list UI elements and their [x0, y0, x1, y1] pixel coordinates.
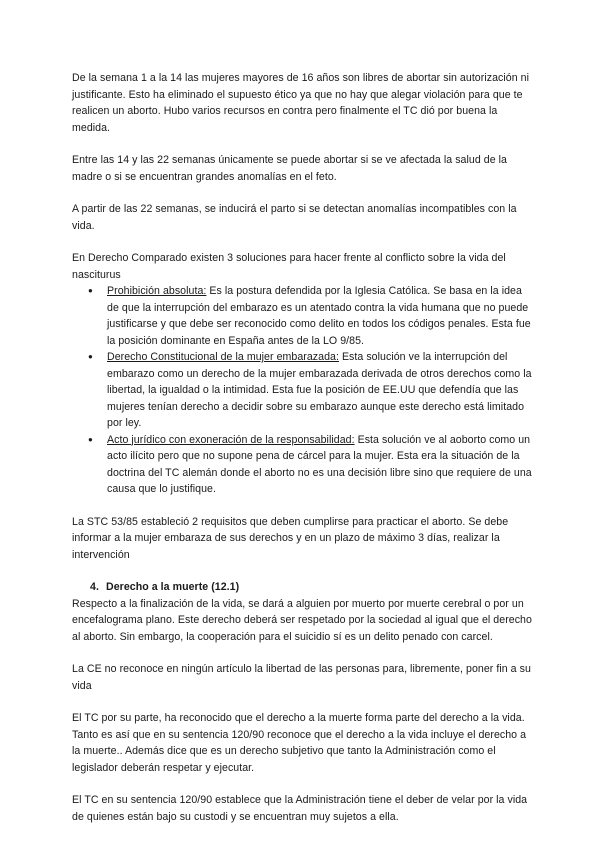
bullet-text: Esta solución ve al aoborto como un acto ilícito pero que no supone pena de cárcel para la mujer. Esta era la situación de la doctrina del TC alemán donde el aborto no es una decisión libre sino que requiere de una causa que lo justifique. [107, 433, 532, 495]
paragraph: Respecto a la finalización de la vida, se dará a alguien por muerto por muerte cerebral o por un encefalograma plano. Este derecho deberá ser respetado por la sociedad al igual que el derecho al aborto. Sin embargo, la cooperación para el suicidio sí es un delito penado con carcel. [72, 597, 532, 643]
bullet-text: Es la postura defendida por la Iglesia Católica. Se basa en la idea de que la interrupción del embarazo es un atentado contra la vida humana que no puede justificarse y que debe ser reconocido como delito en todos los códigos penales. Esta fue la posición dominante en España antes de la LO 9/85. [107, 285, 531, 347]
paragraph: El TC por su parte, ha reconocido que el derecho a la muerte forma parte del derecho a la vida. Tanto es así que en su sentencia 120/90 reconoce que el derecho a la vida incluye el derecho a la muerte.. Además dice que es un derecho subjetivo que tanto la Administración como el legislador deberán respetar y ejecutar. [72, 712, 527, 774]
list-item [72, 283, 532, 349]
list-item [72, 432, 532, 498]
bullet-title: Derecho Constitucional de la mujer embarazada: [107, 351, 339, 363]
paragraph: Entre las 14 y las 22 semanas únicamente se puede abortar si se ve afectada la salud de la madre o si se encuentran grandes anomalías en el feto. [72, 154, 507, 183]
stc-paragraph: La STC 53/85 estableció 2 requisitos que deben cumplirse para practicar el aborto. Se debe informar a la mujer embaraza de sus derechos y en un plazo de máximo 3 días, realizar la intervención [72, 515, 509, 561]
section-heading [72, 579, 532, 596]
bullet-title: Prohibición absoluta: [107, 285, 207, 297]
paragraph: El TC en su sentencia 120/90 establece que la Administración tiene el deber de velar por la vida de quienes están bajo su custodi y se encuentran muy sujetos a ella. [72, 794, 528, 823]
comparado-intro: En Derecho Comparado existen 3 soluciones para hacer frente al conflicto sobre la vida del nasciturus [72, 252, 506, 281]
document-page [72, 70, 532, 841]
paragraph: La CE no reconoce en ningún artículo la libertad de las personas para, libremente, poner fin a su vida [72, 663, 531, 692]
section-number: 4. [90, 581, 99, 593]
section-title: Derecho a la muerte (12.1) [106, 581, 240, 593]
bullet-text: Esta solución ve la interrupción del embarazo como un derecho de la mujer embarazada derivada de otros derechos como la libertad, la igualdad o la intimidad. Esta fue la posición de EE.UU que defendía que las mujeres tenían derecho a decidir sobre su embarazo aunque este derecho está limitado por ley. [107, 351, 532, 429]
bullet-title: Acto jurídico con exoneración de la responsabilidad: [107, 433, 355, 446]
paragraph: De la semana 1 a la 14 las mujeres mayores de 16 años son libres de abortar sin autorización ni justificante. Esto ha eliminado el supuesto ético ya que no hay que alegar violación para que te realicen un aborto. Hubo varios recursos en contra pero finalmente el TC dió por buena la medida. [72, 72, 529, 134]
solutions-list [72, 283, 532, 498]
list-item [72, 349, 532, 432]
paragraph: A partir de las 22 semanas, se inducirá el parto si se detectan anomalías incompatibles con la vida. [72, 203, 517, 232]
